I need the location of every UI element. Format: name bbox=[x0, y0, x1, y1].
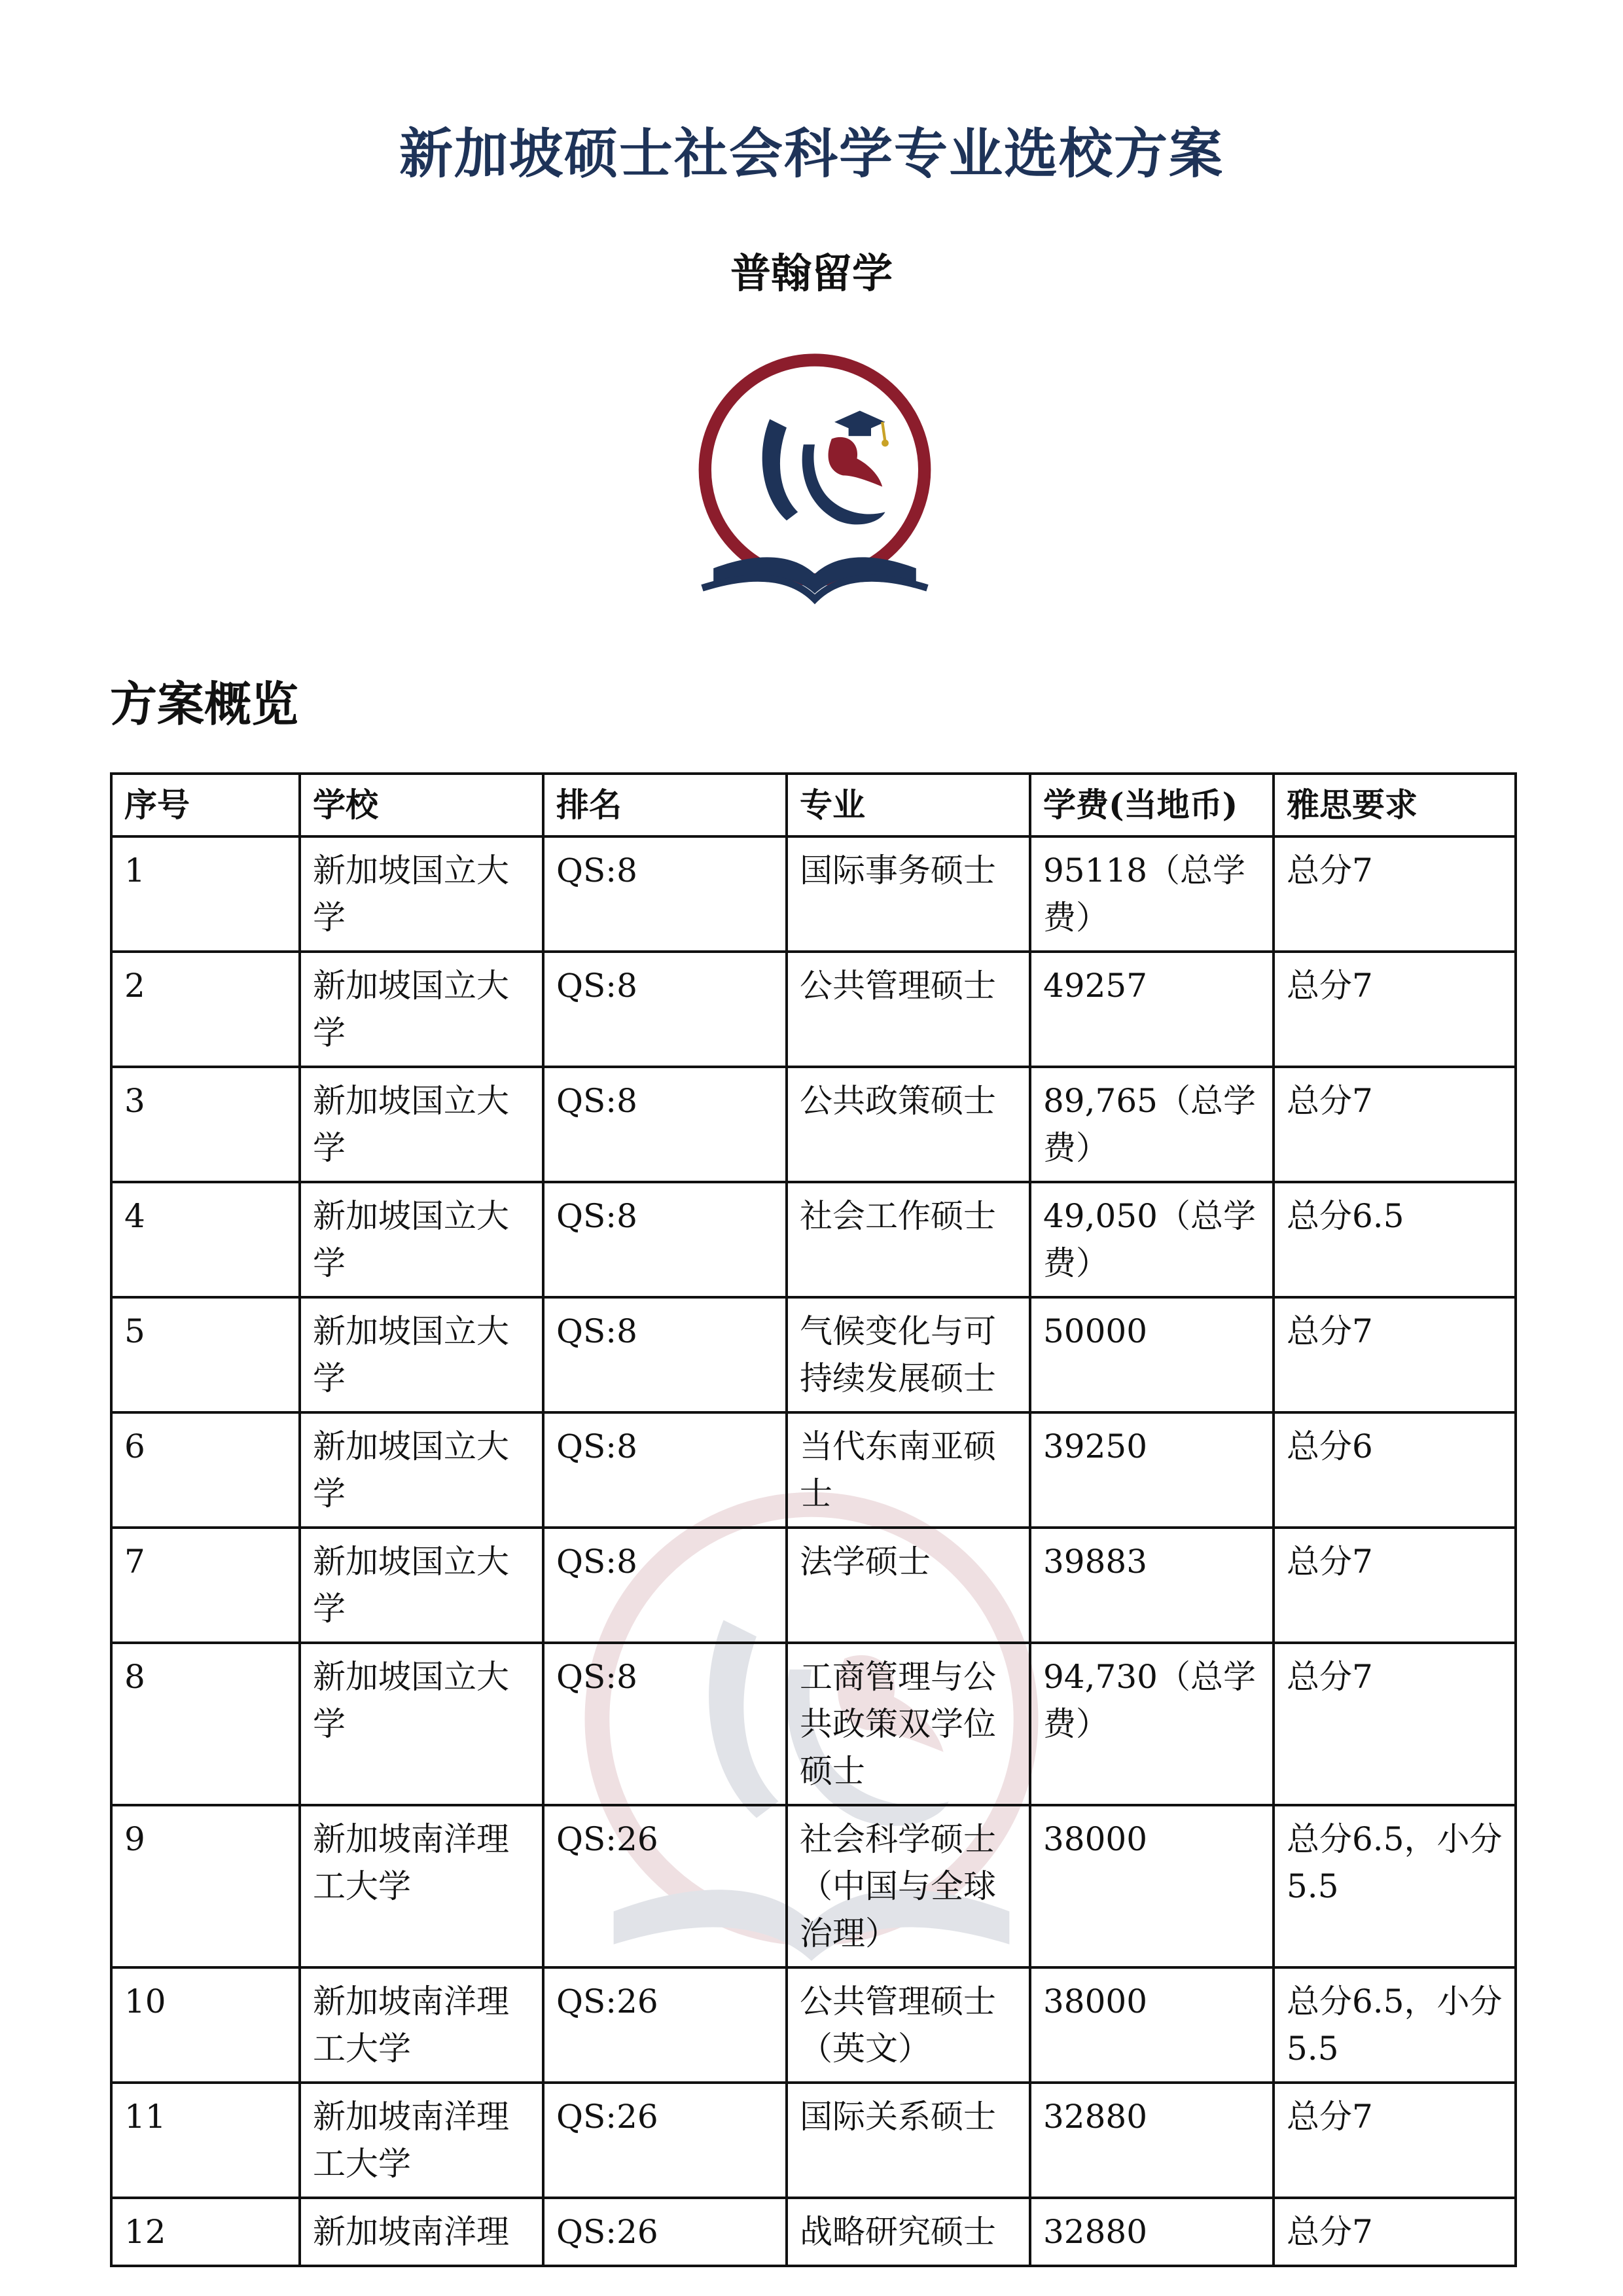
row-number: 8 bbox=[111, 1643, 300, 1805]
program-cell: 国际事务硕士 bbox=[787, 836, 1030, 952]
rank-cell: QS:8 bbox=[543, 952, 787, 1067]
tuition-cell: 32880 bbox=[1030, 2083, 1274, 2198]
tuition-cell: 49257 bbox=[1030, 952, 1274, 1067]
table-row bbox=[111, 1067, 1516, 1182]
row-number: 9 bbox=[111, 1805, 300, 1967]
table-row bbox=[111, 1528, 1516, 1643]
rank-cell: QS:8 bbox=[543, 1182, 787, 1297]
section-heading-overview: 方案概览 bbox=[110, 676, 299, 732]
tuition-cell: 38000 bbox=[1030, 1805, 1274, 1967]
column-header-tuition: 学费(当地币) bbox=[1030, 774, 1274, 836]
tuition-cell: 39250 bbox=[1030, 1412, 1274, 1528]
ielts-cell: 总分7 bbox=[1274, 1643, 1516, 1805]
table-row bbox=[111, 1643, 1516, 1805]
ielts-cell: 总分7 bbox=[1274, 2198, 1516, 2266]
rank-cell: QS:8 bbox=[543, 1412, 787, 1528]
rank-cell: QS:8 bbox=[543, 1643, 787, 1805]
table-row bbox=[111, 1805, 1516, 1967]
school-cell: 新加坡南洋理 bbox=[300, 2198, 543, 2266]
overview-table bbox=[110, 772, 1517, 2267]
rank-cell: QS:8 bbox=[543, 1067, 787, 1182]
table-row bbox=[111, 1297, 1516, 1412]
program-cell: 法学硕士 bbox=[787, 1528, 1030, 1643]
ielts-cell: 总分7 bbox=[1274, 1528, 1516, 1643]
row-number: 10 bbox=[111, 1967, 300, 2083]
row-number: 3 bbox=[111, 1067, 300, 1182]
school-cell: 新加坡南洋理工大学 bbox=[300, 2083, 543, 2198]
rank-cell: QS:26 bbox=[543, 1805, 787, 1967]
school-cell: 新加坡国立大学 bbox=[300, 1297, 543, 1412]
ielts-cell: 总分6.5 bbox=[1274, 1182, 1516, 1297]
school-cell: 新加坡国立大学 bbox=[300, 836, 543, 952]
school-cell: 新加坡国立大学 bbox=[300, 952, 543, 1067]
ielts-cell: 总分7 bbox=[1274, 952, 1516, 1067]
ielts-cell: 总分6.5，小分5.5 bbox=[1274, 1805, 1516, 1967]
ielts-cell: 总分7 bbox=[1274, 2083, 1516, 2198]
rank-cell: QS:8 bbox=[543, 1297, 787, 1412]
ielts-cell: 总分6.5，小分5.5 bbox=[1274, 1967, 1516, 2083]
tuition-cell: 32880 bbox=[1030, 2198, 1274, 2266]
tuition-cell: 94,730（总学费） bbox=[1030, 1643, 1274, 1805]
school-cell: 新加坡南洋理工大学 bbox=[300, 1967, 543, 2083]
column-header-school: 学校 bbox=[300, 774, 543, 836]
tuition-cell: 89,765（总学费） bbox=[1030, 1067, 1274, 1182]
document-subtitle: 普翰留学 bbox=[730, 249, 893, 297]
table-row bbox=[111, 2083, 1516, 2198]
program-cell: 公共管理硕士（英文） bbox=[787, 1967, 1030, 2083]
row-number: 7 bbox=[111, 1528, 300, 1643]
row-number: 1 bbox=[111, 836, 300, 952]
document-title: 新加坡硕士社会科学专业选校方案 bbox=[399, 122, 1224, 185]
program-cell: 公共管理硕士 bbox=[787, 952, 1030, 1067]
table-row bbox=[111, 1182, 1516, 1297]
program-cell: 国际关系硕士 bbox=[787, 2083, 1030, 2198]
rank-cell: QS:8 bbox=[543, 836, 787, 952]
program-cell: 公共政策硕士 bbox=[787, 1067, 1030, 1182]
table-row bbox=[111, 1412, 1516, 1528]
row-number: 12 bbox=[111, 2198, 300, 2266]
program-cell: 社会工作硕士 bbox=[787, 1182, 1030, 1297]
table-row bbox=[111, 952, 1516, 1067]
school-cell: 新加坡国立大学 bbox=[300, 1528, 543, 1643]
row-number: 2 bbox=[111, 952, 300, 1067]
table-row bbox=[111, 2198, 1516, 2266]
row-number: 6 bbox=[111, 1412, 300, 1528]
tuition-cell: 39883 bbox=[1030, 1528, 1274, 1643]
school-cell: 新加坡南洋理工大学 bbox=[300, 1805, 543, 1967]
column-header-number: 序号 bbox=[111, 774, 300, 836]
tuition-cell: 50000 bbox=[1030, 1297, 1274, 1412]
ielts-cell: 总分7 bbox=[1274, 1297, 1516, 1412]
rank-cell: QS:26 bbox=[543, 1967, 787, 2083]
rank-cell: QS:26 bbox=[543, 2198, 787, 2266]
column-header-program: 专业 bbox=[787, 774, 1030, 836]
program-cell: 战略研究硕士 bbox=[787, 2198, 1030, 2266]
school-cell: 新加坡国立大学 bbox=[300, 1182, 543, 1297]
table-row bbox=[111, 1967, 1516, 2083]
program-cell: 工商管理与公共政策双学位硕士 bbox=[787, 1643, 1030, 1805]
table-header-row bbox=[111, 774, 1516, 836]
row-number: 11 bbox=[111, 2083, 300, 2198]
program-cell: 气候变化与可持续发展硕士 bbox=[787, 1297, 1030, 1412]
row-number: 5 bbox=[111, 1297, 300, 1412]
column-header-ielts: 雅思要求 bbox=[1274, 774, 1516, 836]
ielts-cell: 总分7 bbox=[1274, 836, 1516, 952]
column-header-rank: 排名 bbox=[543, 774, 787, 836]
program-cell: 社会科学硕士（中国与全球治理） bbox=[787, 1805, 1030, 1967]
table-row bbox=[111, 836, 1516, 952]
puhan-logo-icon bbox=[674, 340, 955, 622]
ielts-cell: 总分6 bbox=[1274, 1412, 1516, 1528]
rank-cell: QS:26 bbox=[543, 2083, 787, 2198]
row-number: 4 bbox=[111, 1182, 300, 1297]
rank-cell: QS:8 bbox=[543, 1528, 787, 1643]
ielts-cell: 总分7 bbox=[1274, 1067, 1516, 1182]
school-cell: 新加坡国立大学 bbox=[300, 1643, 543, 1805]
tuition-cell: 38000 bbox=[1030, 1967, 1274, 2083]
tuition-cell: 49,050（总学费） bbox=[1030, 1182, 1274, 1297]
school-cell: 新加坡国立大学 bbox=[300, 1412, 543, 1528]
program-cell: 当代东南亚硕士 bbox=[787, 1412, 1030, 1528]
tuition-cell: 95118（总学费） bbox=[1030, 836, 1274, 952]
school-cell: 新加坡国立大学 bbox=[300, 1067, 543, 1182]
